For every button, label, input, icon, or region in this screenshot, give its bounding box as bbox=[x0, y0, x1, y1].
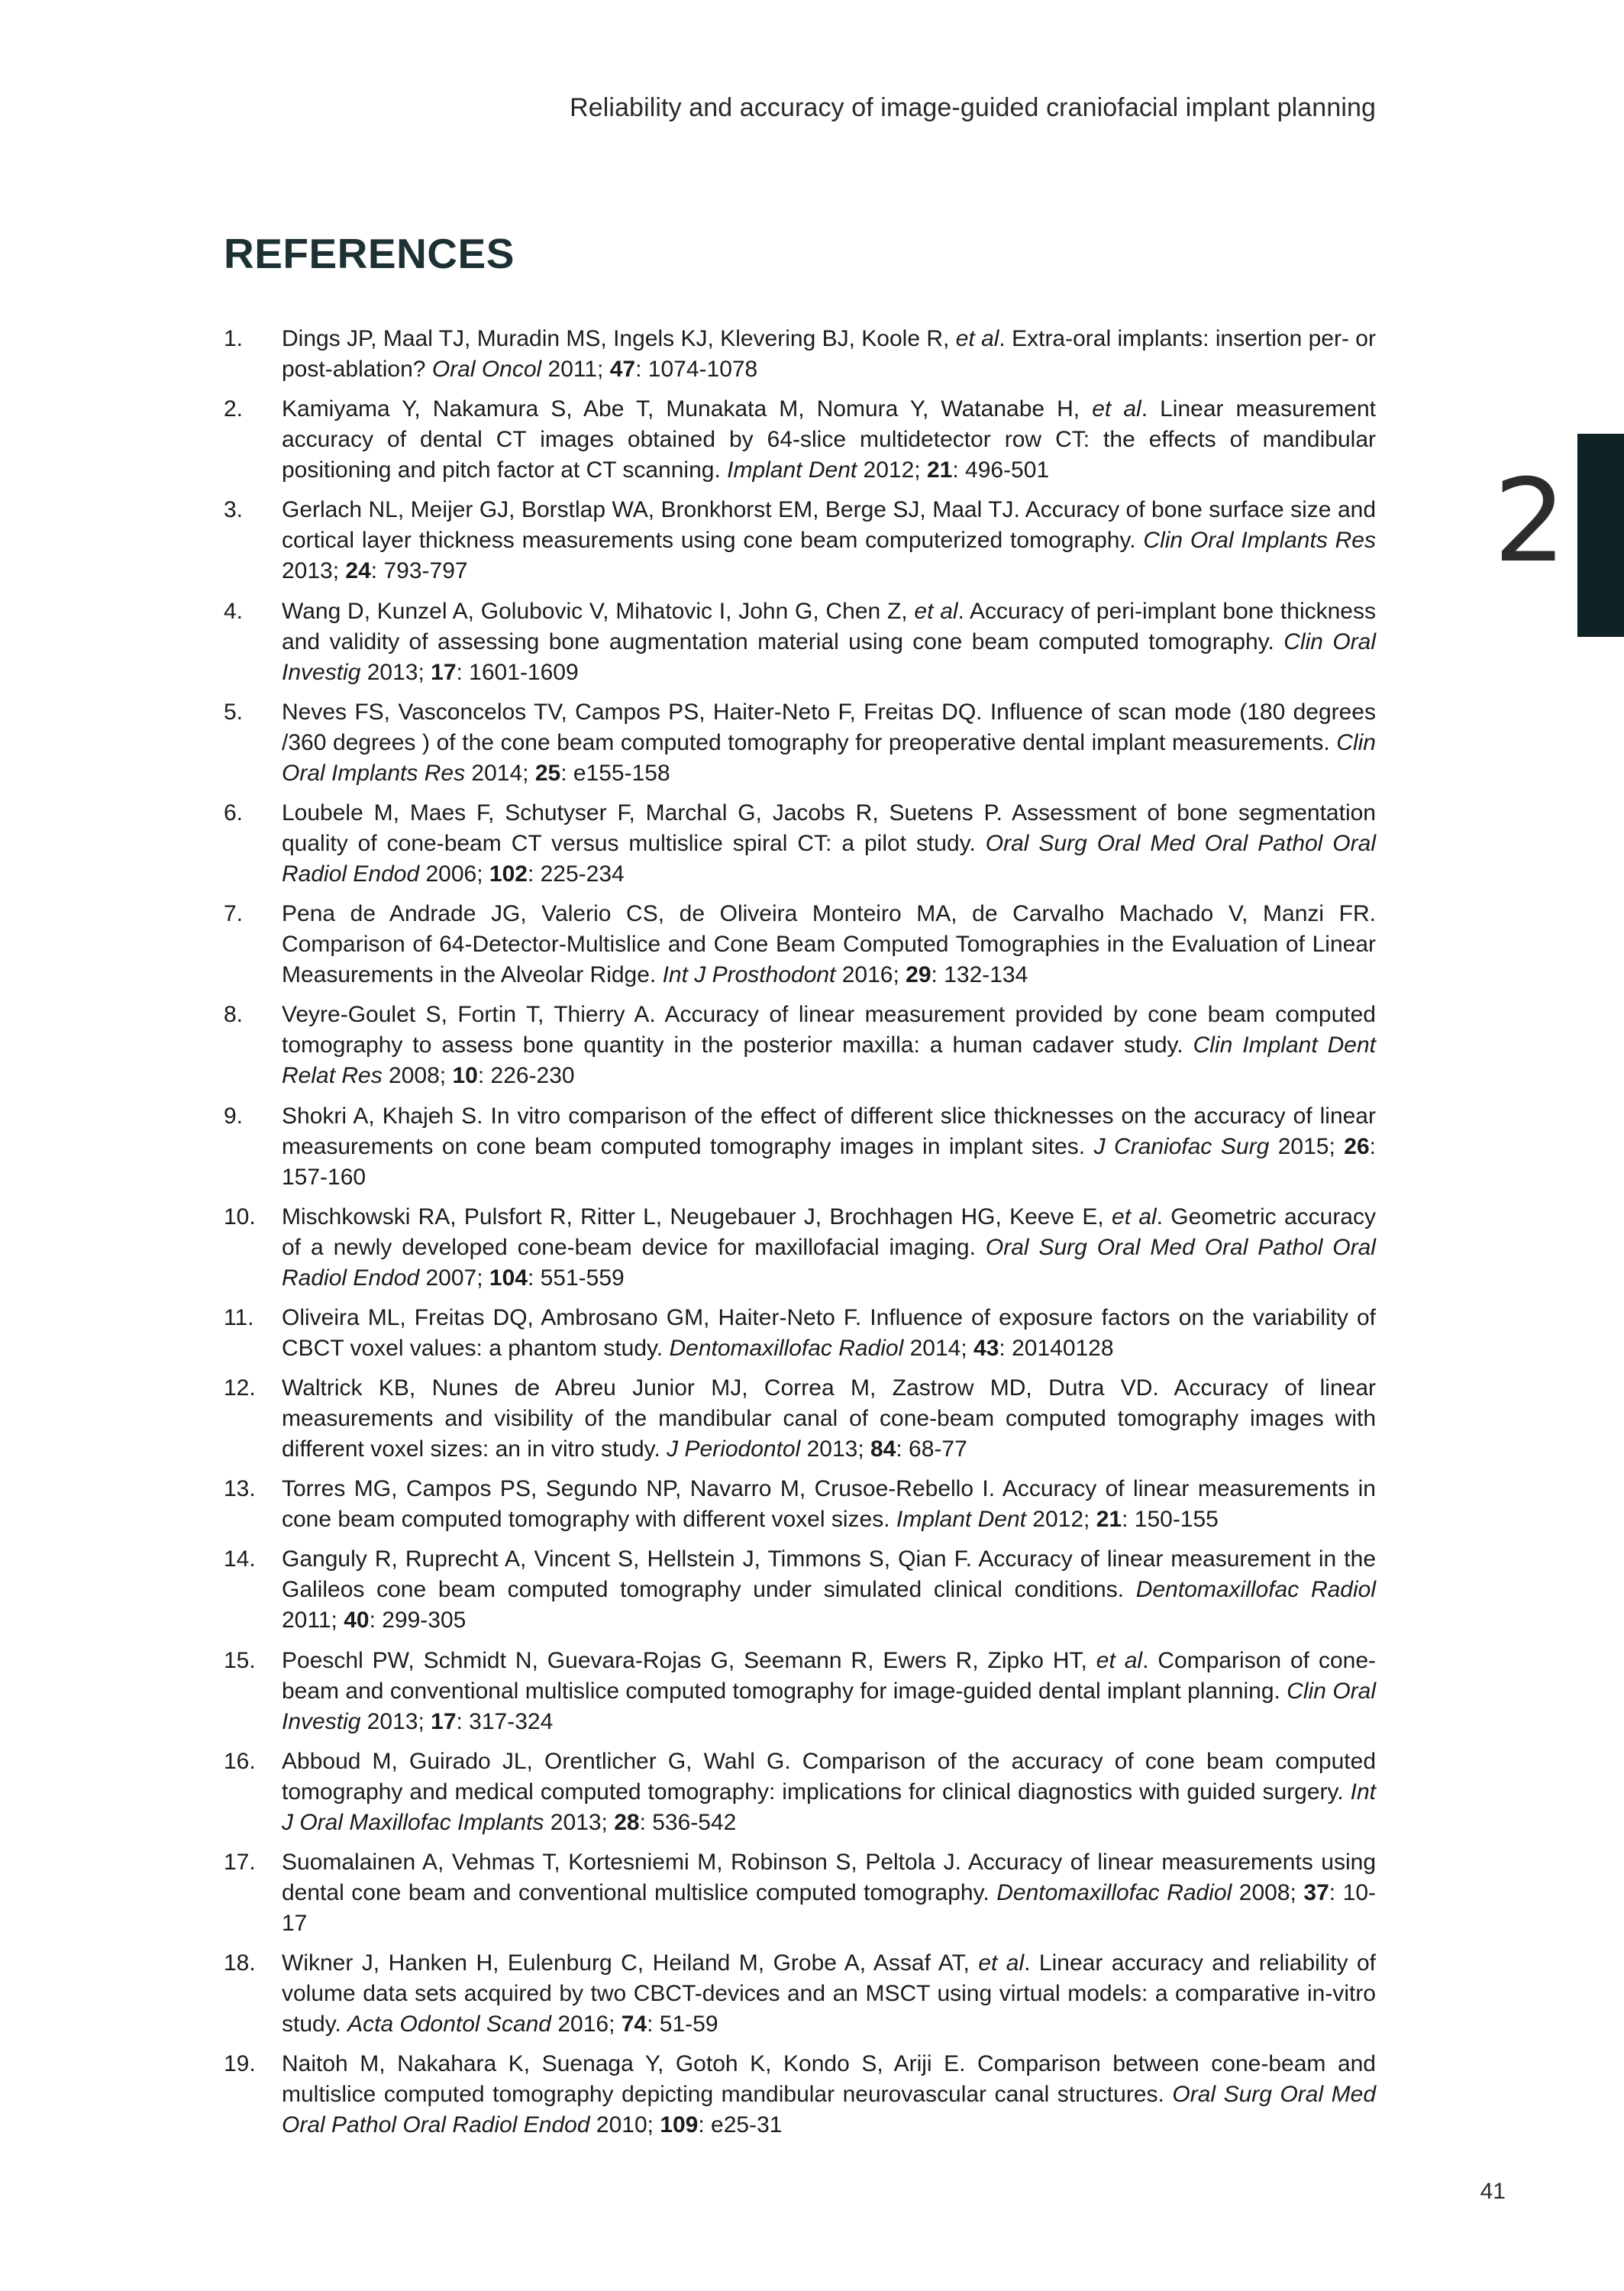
reference-authors: Abboud M, Guirado JL, Orentlicher G, Wahl G bbox=[282, 1748, 785, 1774]
reference-authors: Wikner J, Hanken H, Eulenburg C, Heiland M, Grobe A, Assaf AT, bbox=[282, 1950, 979, 1976]
reference-authors: Dings JP, Maal TJ, Muradin MS, Ingels KJ, Klevering BJ, Koole R, bbox=[282, 326, 956, 351]
reference-number: 7. bbox=[224, 901, 244, 927]
reference-journal: Int J Prosthodont bbox=[662, 962, 836, 988]
reference-year: 2010; bbox=[589, 2112, 660, 2138]
reference-title: . Accuracy of bone surface size and cortical layer thickness measurements using cone beam computerized tomography. bbox=[282, 497, 1377, 554]
reference-number: 3. bbox=[224, 497, 244, 523]
reference-pages: : 51-59 bbox=[647, 2011, 718, 2037]
reference-authors: Torres MG, Campos PS, Segundo NP, Navarro M, Crusoe-Rebello I bbox=[282, 1476, 989, 1502]
reference-pages: : 68-77 bbox=[896, 1436, 967, 1462]
reference-pages: : 20140128 bbox=[999, 1335, 1114, 1361]
reference-number: 14. bbox=[224, 1546, 256, 1572]
reference-authors: Ganguly R, Ruprecht A, Vincent S, Hellstein J, Timmons S, Qian F bbox=[282, 1546, 966, 1572]
reference-item bbox=[224, 1101, 1376, 1193]
reference-et-al: et al bbox=[955, 326, 999, 351]
reference-title: . Influence of exposure factors on the variability of CBCT voxel values: a phantom study. bbox=[282, 1304, 1376, 1361]
reference-year: 2008; bbox=[1232, 1880, 1304, 1905]
reference-pages: : 299-305 bbox=[369, 1608, 467, 1633]
reference-title: . Comparison of 64-Detector-Multislice and Cone Beam Computed Tomographies in the Evaluation of Linear Measurements in the Alveolar Ridge. bbox=[282, 901, 1376, 988]
reference-title: . Linear accuracy and reliability of volume data sets acquired by two CBCT-devices and an MSCT using virtual models: a comparative in-vitro study. bbox=[282, 1950, 1376, 2037]
reference-authors: Suomalainen A, Vehmas T, Kortesniemi M, Robinson S, Peltola J bbox=[282, 1850, 955, 1875]
reference-year: 2011; bbox=[282, 1608, 344, 1633]
reference-year: 2013; bbox=[360, 1708, 431, 1734]
reference-volume: 21 bbox=[1096, 1507, 1122, 1533]
reference-volume: 102 bbox=[489, 861, 528, 887]
reference-year: 2016; bbox=[835, 962, 906, 988]
reference-pages: : 1074-1078 bbox=[635, 357, 758, 382]
running-head: Reliability and accuracy of image-guided craniofacial implant planning bbox=[570, 93, 1376, 122]
reference-item bbox=[224, 324, 1376, 385]
reference-item bbox=[224, 1303, 1376, 1364]
reference-authors: Loubele M, Maes F, Schutyser F, Marchal G, Jacobs R, Suetens P bbox=[282, 800, 996, 826]
reference-volume: 104 bbox=[489, 1265, 528, 1291]
reference-pages: : 132-134 bbox=[931, 962, 1028, 988]
reference-year: 2008; bbox=[382, 1063, 453, 1089]
reference-volume: 109 bbox=[660, 2112, 699, 2138]
reference-volume: 84 bbox=[870, 1436, 896, 1462]
reference-journal: Acta Odontol Scand bbox=[347, 2011, 551, 2037]
reference-title: . Extra-oral implants: insertion per- or post-ablation? bbox=[282, 326, 1376, 382]
reference-authors: Pena de Andrade JG, Valerio CS, de Oliveira Monteiro MA, de Carvalho Machado V, Manzi FR bbox=[282, 901, 1370, 927]
reference-item bbox=[224, 1847, 1376, 1939]
reference-year: 2006; bbox=[419, 861, 489, 887]
reference-number: 2. bbox=[224, 396, 244, 422]
reference-authors: Kamiyama Y, Nakamura S, Abe T, Munakata M, Nomura Y, Watanabe H, bbox=[282, 396, 1093, 422]
page-number: 41 bbox=[1480, 2179, 1506, 2204]
reference-authors: Veyre-Goulet S, Fortin T, Thierry A bbox=[282, 1002, 650, 1028]
section-title: REFERENCES bbox=[224, 230, 515, 277]
reference-title: . Comparison of the accuracy of cone beam computed tomography and medical computed tomography: implications for clinical diagnostics with guided surgery. bbox=[282, 1748, 1377, 1805]
reference-volume: 43 bbox=[973, 1335, 999, 1361]
reference-volume: 40 bbox=[344, 1608, 370, 1633]
reference-item bbox=[224, 2049, 1376, 2141]
reference-list bbox=[224, 324, 1376, 2150]
reference-volume: 37 bbox=[1303, 1880, 1329, 1905]
reference-authors: Waltrick KB, Nunes de Abreu Junior MJ, Correa M, Zastrow MD, Dutra VD bbox=[282, 1375, 1153, 1401]
reference-number: 13. bbox=[224, 1476, 256, 1502]
reference-item bbox=[224, 1474, 1376, 1535]
reference-number: 6. bbox=[224, 800, 244, 826]
reference-journal: Oral Surg Oral Med Oral Pathol Oral Radiol Endod bbox=[282, 2082, 1377, 2138]
reference-pages: : 1601-1609 bbox=[456, 659, 579, 685]
reference-volume: 47 bbox=[609, 357, 636, 382]
reference-year: 2012; bbox=[1025, 1507, 1096, 1533]
reference-volume: 10 bbox=[452, 1063, 478, 1089]
reference-title: . Accuracy of linear measurements in cone beam computed tomography with different voxel sizes. bbox=[282, 1476, 1376, 1533]
reference-item bbox=[224, 798, 1376, 890]
reference-pages: : 150-155 bbox=[1122, 1507, 1219, 1533]
reference-et-al: et al bbox=[1096, 1647, 1143, 1673]
reference-volume: 29 bbox=[906, 962, 931, 988]
chapter-number: 2 bbox=[1493, 455, 1567, 588]
reference-item bbox=[224, 596, 1376, 688]
reference-number: 4. bbox=[224, 598, 244, 624]
reference-volume: 28 bbox=[614, 1809, 640, 1835]
reference-pages: : e25-31 bbox=[698, 2112, 783, 2138]
reference-number: 10. bbox=[224, 1204, 256, 1230]
reference-title: . Accuracy of linear measurement in the Galileos cone beam computed tomography under simulated clinical conditions. bbox=[282, 1546, 1376, 1603]
reference-number: 8. bbox=[224, 1002, 244, 1028]
reference-number: 16. bbox=[224, 1748, 256, 1774]
reference-item bbox=[224, 1948, 1376, 2040]
reference-number: 15. bbox=[224, 1647, 256, 1673]
reference-number: 17. bbox=[224, 1850, 256, 1875]
reference-volume: 26 bbox=[1344, 1133, 1370, 1159]
reference-title: . Accuracy of linear measurements using dental cone beam and conventional multislice computed tomography. bbox=[282, 1850, 1377, 1905]
chapter-tab bbox=[1577, 434, 1624, 637]
reference-number: 18. bbox=[224, 1950, 256, 1976]
reference-title: . Comparison between cone-beam and multislice computed tomography depicting mandibular neurovascular canal structures. bbox=[282, 2051, 1376, 2108]
reference-pages: : e155-158 bbox=[560, 760, 670, 786]
reference-title: . Comparison of cone-beam and conventional multislice computed tomography for image-guided dental implant planning. bbox=[282, 1647, 1376, 1704]
reference-journal: Int J Oral Maxillofac Implants bbox=[282, 1779, 1376, 1835]
reference-item bbox=[224, 495, 1376, 586]
reference-title: . Influence of scan mode (180 degrees /360 degrees ) of the cone beam computed tomography for preoperative dental implant measurements. bbox=[282, 699, 1376, 755]
reference-item bbox=[224, 697, 1376, 789]
reference-journal: J Craniofac Surg bbox=[1093, 1133, 1270, 1159]
reference-title: . Linear measurement accuracy of dental CT images obtained by 64-slice multidetector row CT: the effects of mandibular positioning and pitch factor at CT scanning. bbox=[282, 396, 1376, 483]
reference-pages: : 551-559 bbox=[527, 1265, 625, 1291]
reference-number: 12. bbox=[224, 1375, 256, 1401]
reference-year: 2012; bbox=[857, 457, 927, 483]
reference-item bbox=[224, 1646, 1376, 1737]
reference-item bbox=[224, 394, 1376, 486]
reference-title: . Geometric accuracy of a newly developed cone-beam device for maxillofacial imaging. bbox=[282, 1204, 1376, 1260]
reference-authors: Oliveira ML, Freitas DQ, Ambrosano GM, Haiter-Neto F bbox=[282, 1304, 855, 1330]
reference-volume: 21 bbox=[926, 457, 953, 483]
reference-year: 2015; bbox=[1269, 1133, 1345, 1159]
reference-year: 2013; bbox=[360, 659, 431, 685]
reference-et-al: et al bbox=[1092, 396, 1141, 422]
reference-authors: Wang D, Kunzel A, Golubovic V, Mihatovic I, John G, Chen Z, bbox=[282, 598, 915, 624]
reference-number: 1. bbox=[224, 326, 244, 351]
reference-journal: Clin Oral Investig bbox=[282, 628, 1376, 685]
reference-year: 2013; bbox=[544, 1809, 615, 1835]
reference-pages: : 157-160 bbox=[282, 1133, 1377, 1190]
reference-title: . Accuracy of peri-implant bone thickness and validity of assessing bone augmentation material using cone beam computed tomography. bbox=[282, 598, 1376, 654]
reference-title: . Accuracy of linear measurements and visibility of the mandibular canal of cone-beam computed tomography images with different voxel sizes: an in vitro study. bbox=[282, 1375, 1377, 1462]
reference-et-al: et al bbox=[1112, 1204, 1157, 1230]
reference-et-al: et al bbox=[914, 598, 958, 624]
reference-volume: 17 bbox=[431, 1708, 457, 1734]
reference-volume: 25 bbox=[534, 760, 561, 786]
reference-number: 19. bbox=[224, 2051, 256, 2077]
reference-journal: Clin Oral Implants Res bbox=[1143, 528, 1376, 554]
reference-journal: Implant Dent bbox=[896, 1507, 1026, 1533]
reference-pages: : 496-501 bbox=[952, 457, 1050, 483]
reference-journal: Dentomaxillofac Radiol bbox=[996, 1880, 1232, 1905]
reference-journal: Clin Implant Dent Relat Res bbox=[282, 1032, 1376, 1089]
reference-title: . In vitro comparison of the effect of different slice thicknesses on the accuracy of linear measurements on cone beam computed tomography images in implant sites. bbox=[282, 1103, 1376, 1159]
reference-journal: Implant Dent bbox=[727, 457, 857, 483]
reference-volume: 24 bbox=[345, 558, 371, 584]
reference-item bbox=[224, 1000, 1376, 1091]
reference-year: 2011; bbox=[541, 357, 610, 382]
reference-journal: Oral Surg Oral Med Oral Pathol Oral Radiol Endod bbox=[282, 830, 1376, 887]
reference-number: 5. bbox=[224, 699, 244, 725]
reference-year: 2016; bbox=[551, 2011, 622, 2037]
reference-year: 2013; bbox=[282, 558, 346, 584]
reference-journal: Clin Oral Implants Res bbox=[282, 729, 1376, 786]
reference-journal: Dentomaxillofac Radiol bbox=[669, 1335, 904, 1361]
reference-journal: J Periodontol bbox=[667, 1436, 801, 1462]
reference-authors: Mischkowski RA, Pulsfort R, Ritter L, Neugebauer J, Brochhagen HG, Keeve E, bbox=[282, 1204, 1112, 1230]
reference-pages: : 226-230 bbox=[477, 1063, 575, 1089]
reference-item bbox=[224, 1747, 1376, 1838]
reference-number: 11. bbox=[224, 1304, 254, 1330]
reference-authors: Shokri A, Khajeh S bbox=[282, 1103, 477, 1129]
reference-item bbox=[224, 1373, 1376, 1465]
reference-journal: Clin Oral Investig bbox=[282, 1678, 1376, 1734]
reference-item bbox=[224, 1544, 1376, 1636]
reference-authors: Poeschl PW, Schmidt N, Guevara-Rojas G, Seemann R, Ewers R, Zipko HT, bbox=[282, 1647, 1096, 1673]
reference-year: 2014; bbox=[903, 1335, 974, 1361]
reference-pages: : 793-797 bbox=[370, 558, 468, 584]
reference-journal: Oral Surg Oral Med Oral Pathol Oral Radiol Endod bbox=[282, 1234, 1376, 1291]
reference-item bbox=[224, 899, 1376, 990]
reference-pages: : 225-234 bbox=[527, 861, 625, 887]
reference-year: 2007; bbox=[419, 1265, 489, 1291]
reference-authors: Gerlach NL, Meijer GJ, Borstlap WA, Bronkhorst EM, Berge SJ, Maal TJ bbox=[282, 497, 1014, 523]
reference-title: . Assessment of bone segmentation quality of cone-beam CT versus multislice spiral CT: a pilot study. bbox=[282, 800, 1376, 856]
reference-year: 2013; bbox=[800, 1436, 870, 1462]
reference-pages: : 10-17 bbox=[282, 1880, 1376, 1936]
reference-number: 9. bbox=[224, 1103, 244, 1129]
reference-item bbox=[224, 1202, 1376, 1294]
reference-pages: : 317-324 bbox=[456, 1708, 554, 1734]
reference-journal: Oral Oncol bbox=[431, 357, 542, 382]
reference-et-al: et al bbox=[978, 1950, 1025, 1976]
reference-journal: Dentomaxillofac Radiol bbox=[1135, 1577, 1377, 1603]
reference-title: . Accuracy of linear measurement provided by cone beam computed tomography to assess bone quantity in the posterior maxilla: a human cadaver study. bbox=[282, 1002, 1376, 1058]
reference-authors: Naitoh M, Nakahara K, Suenaga Y, Gotoh K, Kondo S, Ariji E bbox=[282, 2051, 960, 2077]
reference-authors: Neves FS, Vasconcelos TV, Campos PS, Haiter-Neto F, Freitas DQ bbox=[282, 699, 977, 725]
reference-year: 2014; bbox=[465, 760, 535, 786]
reference-pages: : 536-542 bbox=[639, 1809, 737, 1835]
reference-volume: 17 bbox=[431, 659, 457, 685]
reference-volume: 74 bbox=[621, 2011, 647, 2037]
